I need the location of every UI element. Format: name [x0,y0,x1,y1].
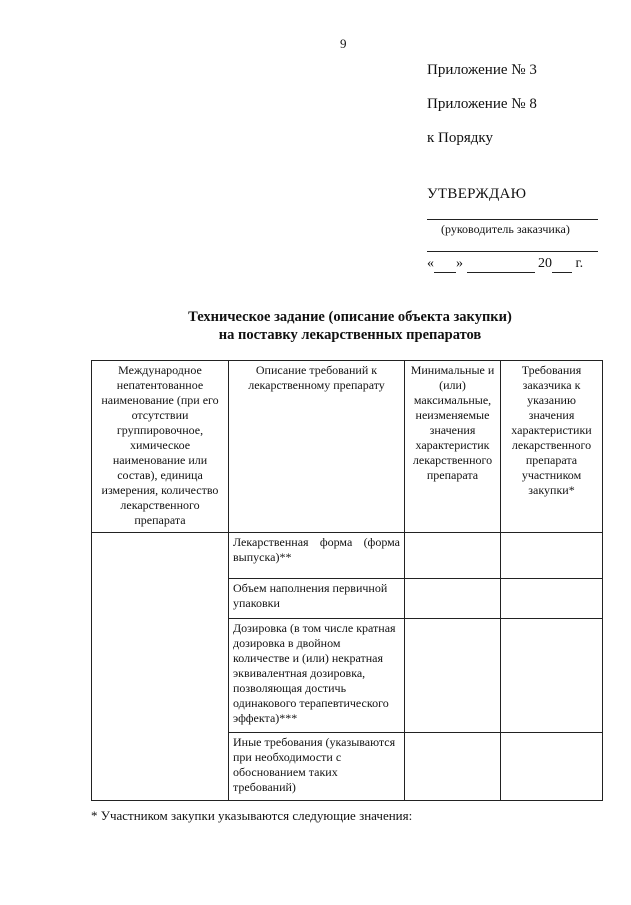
header-requirements: Описание требований к лекарственному препарату [229,361,405,533]
document-title-line-1: Техническое задание (описание объекта закупки) [188,309,512,325]
row-fill-volume: Объем наполнения первичной упаковки [229,579,405,619]
row-other-requirements: Иные требования (указываются при необходимости с обоснованием таких требований) [229,733,405,801]
signature-line [427,219,598,220]
table-header-row [92,361,603,533]
value-cell [405,533,501,579]
header-customer-requirements: Требования заказчика к указанию значения характеристики лекарственного препарата участником закупки* [501,361,603,533]
document-title-line-2: на поставку лекарственных препаратов [218,327,482,343]
appendix-line-1: Приложение № 3 [427,62,537,78]
header-inn-name: Международное непатентованное наименование (при его отсутствии группировочное, химическое наименование или состав), единица измерения, количество лекарственного препарата [92,361,229,533]
value-cell [501,579,603,619]
table-row [92,533,603,579]
date-suffix: г. [575,256,584,271]
value-cell [501,733,603,801]
row-dosage-form: Лекарственная форма (форма выпуска)** [229,533,405,579]
date-year-prefix: 20 [538,256,552,271]
value-cell [405,579,501,619]
name-line [427,251,598,252]
header-min-max-values: Минимальные и (или) максимальные, неизменяемые значения характеристик лекарственного препарата [405,361,501,533]
appendix-line-2: Приложение № 8 [427,96,537,112]
row-dosage: Дозировка (в том числе кратная дозировка в двойном количестве и (или) некратная эквивалентная дозировка, позволяющая достичь одинакового терапевтического эффекта)*** [229,619,405,733]
page-number: 9 [340,36,347,51]
value-cell [405,733,501,801]
value-cell [501,533,603,579]
date-quote-open: « [427,256,434,271]
appendix-line-3: к Порядку [427,130,493,146]
approval-heading: УТВЕРЖДАЮ [427,186,527,202]
specification-table [91,360,603,801]
date-month-blank [467,256,535,273]
signer-caption: (руководитель заказчика) [441,222,570,236]
date-quote-close: » [456,256,463,271]
date-day-blank [434,256,456,273]
footnote: * Участником закупки указываются следующие значения: [91,808,413,823]
drug-name-cell [92,533,229,801]
date-year-blank [552,256,572,273]
approval-date [427,256,583,273]
value-cell [405,619,501,733]
value-cell [501,619,603,733]
